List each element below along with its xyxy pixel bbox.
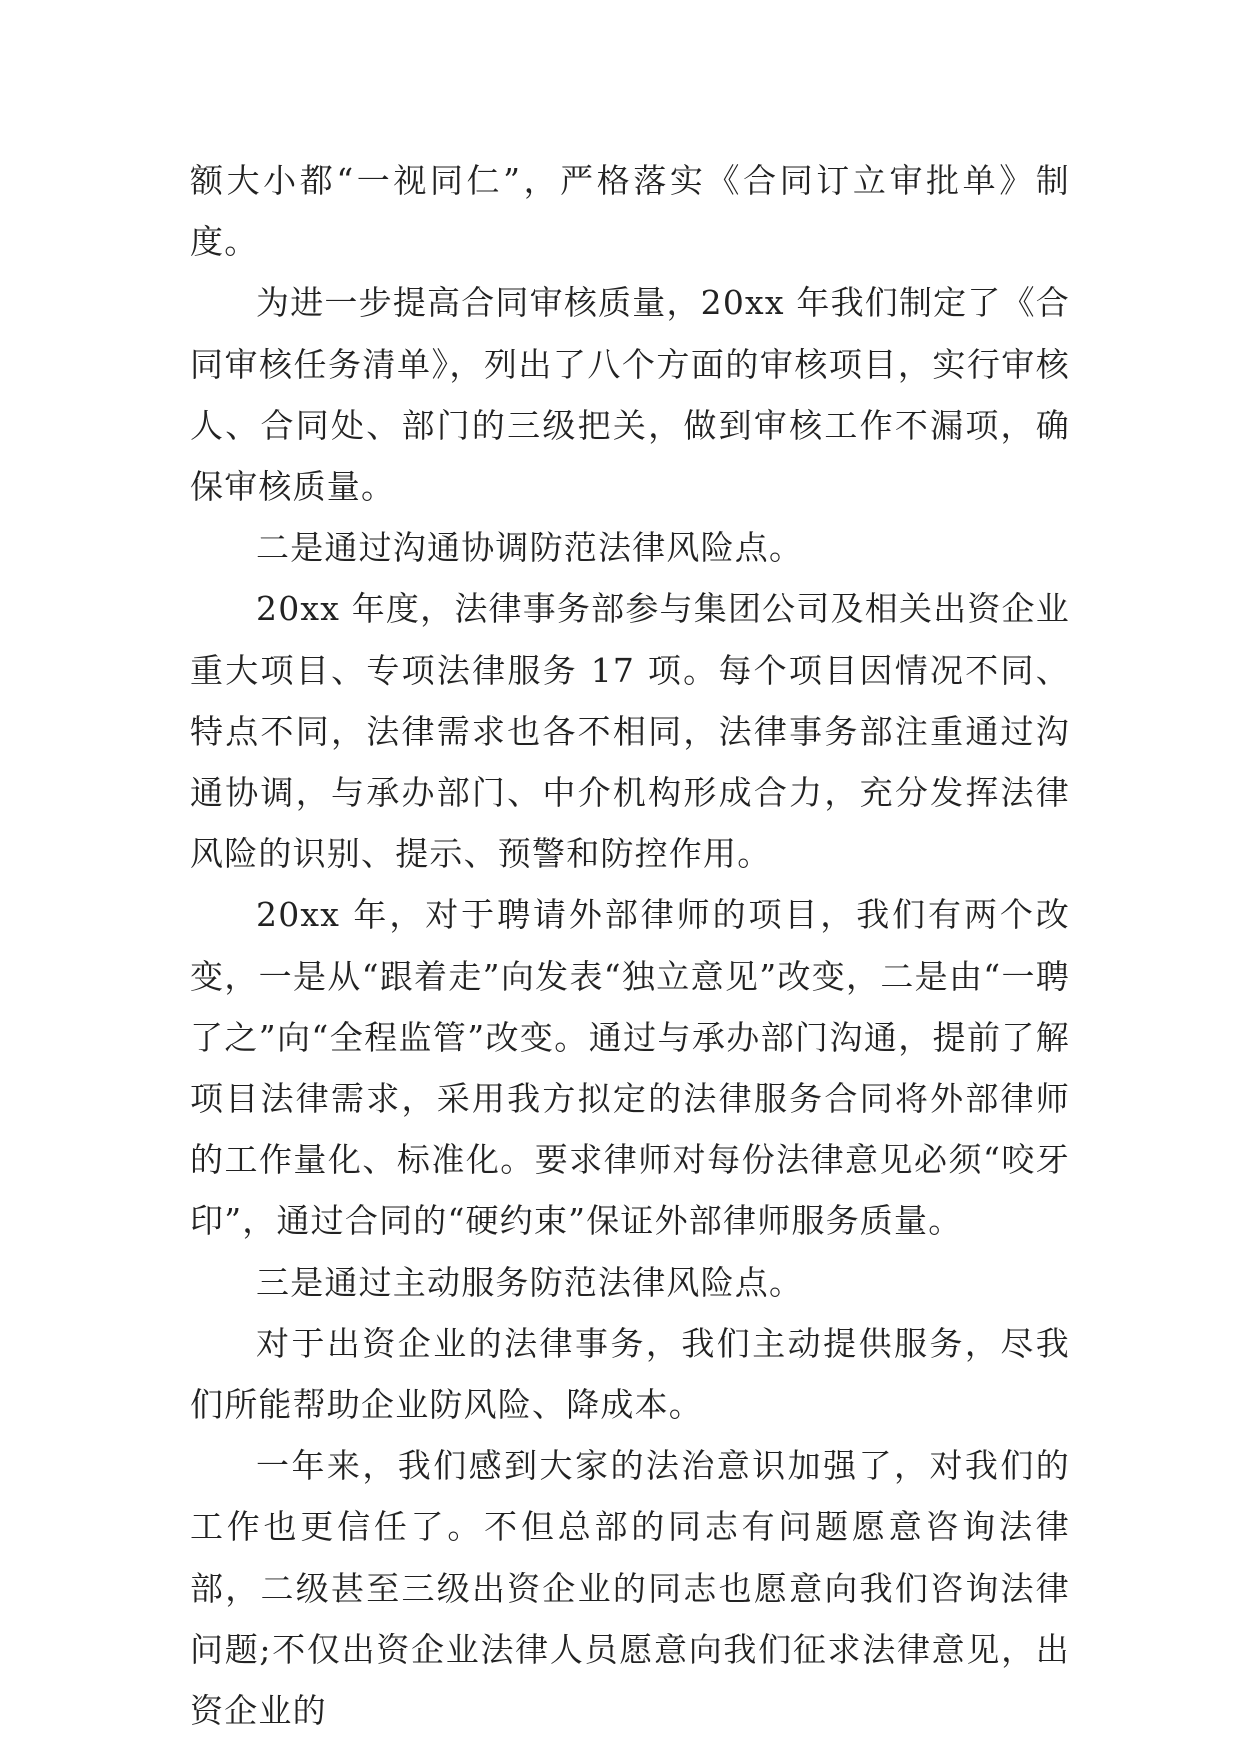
- paragraph: 额大小都“一视同仁”，严格落实《合同订立审批单》制度。: [190, 161, 1070, 262]
- paragraph: 一年来，我们感到大家的法治意识加强了，对我们的工作也更信任了。不但总部的同志有问题愿意咨询法律部，二级甚至三级出资企业的同志也愿意向我们咨询法律问题;不仅出资企业法律人员愿意向我们征求法律意见，出资企业的: [190, 1446, 1070, 1731]
- paragraph: 对于出资企业的法律事务，我们主动提供服务，尽我们所能帮助企业防风险、降成本。: [190, 1323, 1070, 1425]
- paragraph: 20xx 年，对于聘请外部律师的项目，我们有两个改变，一是从“跟着走”向发表“独立意见”改变，二是由“一聘了之”向“全程监管”改变。通过与承办部门沟通，提前了解项目法律需求，采用我方拟定的法律服务合同将外部律师的工作量化、标准化。要求律师对每份法律意见必须“咬牙印”，通过合同的“硬约束”保证外部律师服务质量。: [190, 895, 1070, 1241]
- paragraph: 为进一步提高合同审核质量，20xx 年我们制定了《合同审核任务清单》，列出了八个方面的审核项目，实行审核人、合同处、部门的三级把关，做到审核工作不漏项，确保审核质量。: [190, 283, 1070, 507]
- paragraph: 三是通过主动服务防范法律风险点。: [256, 1262, 804, 1302]
- body-text: [190, 150, 1070, 1741]
- paragraph: 二是通过沟通协调防范法律风险点。: [256, 528, 804, 568]
- paragraph: 20xx 年度，法律事务部参与集团公司及相关出资企业重大项目、专项法律服务 17 项。每个项目因情况不同、特点不同，法律需求也各不相同，法律事务部注重通过沟通协调，与承办部门、中介机构形成合力，充分发挥法律风险的识别、提示、预警和防控作用。: [190, 589, 1070, 874]
